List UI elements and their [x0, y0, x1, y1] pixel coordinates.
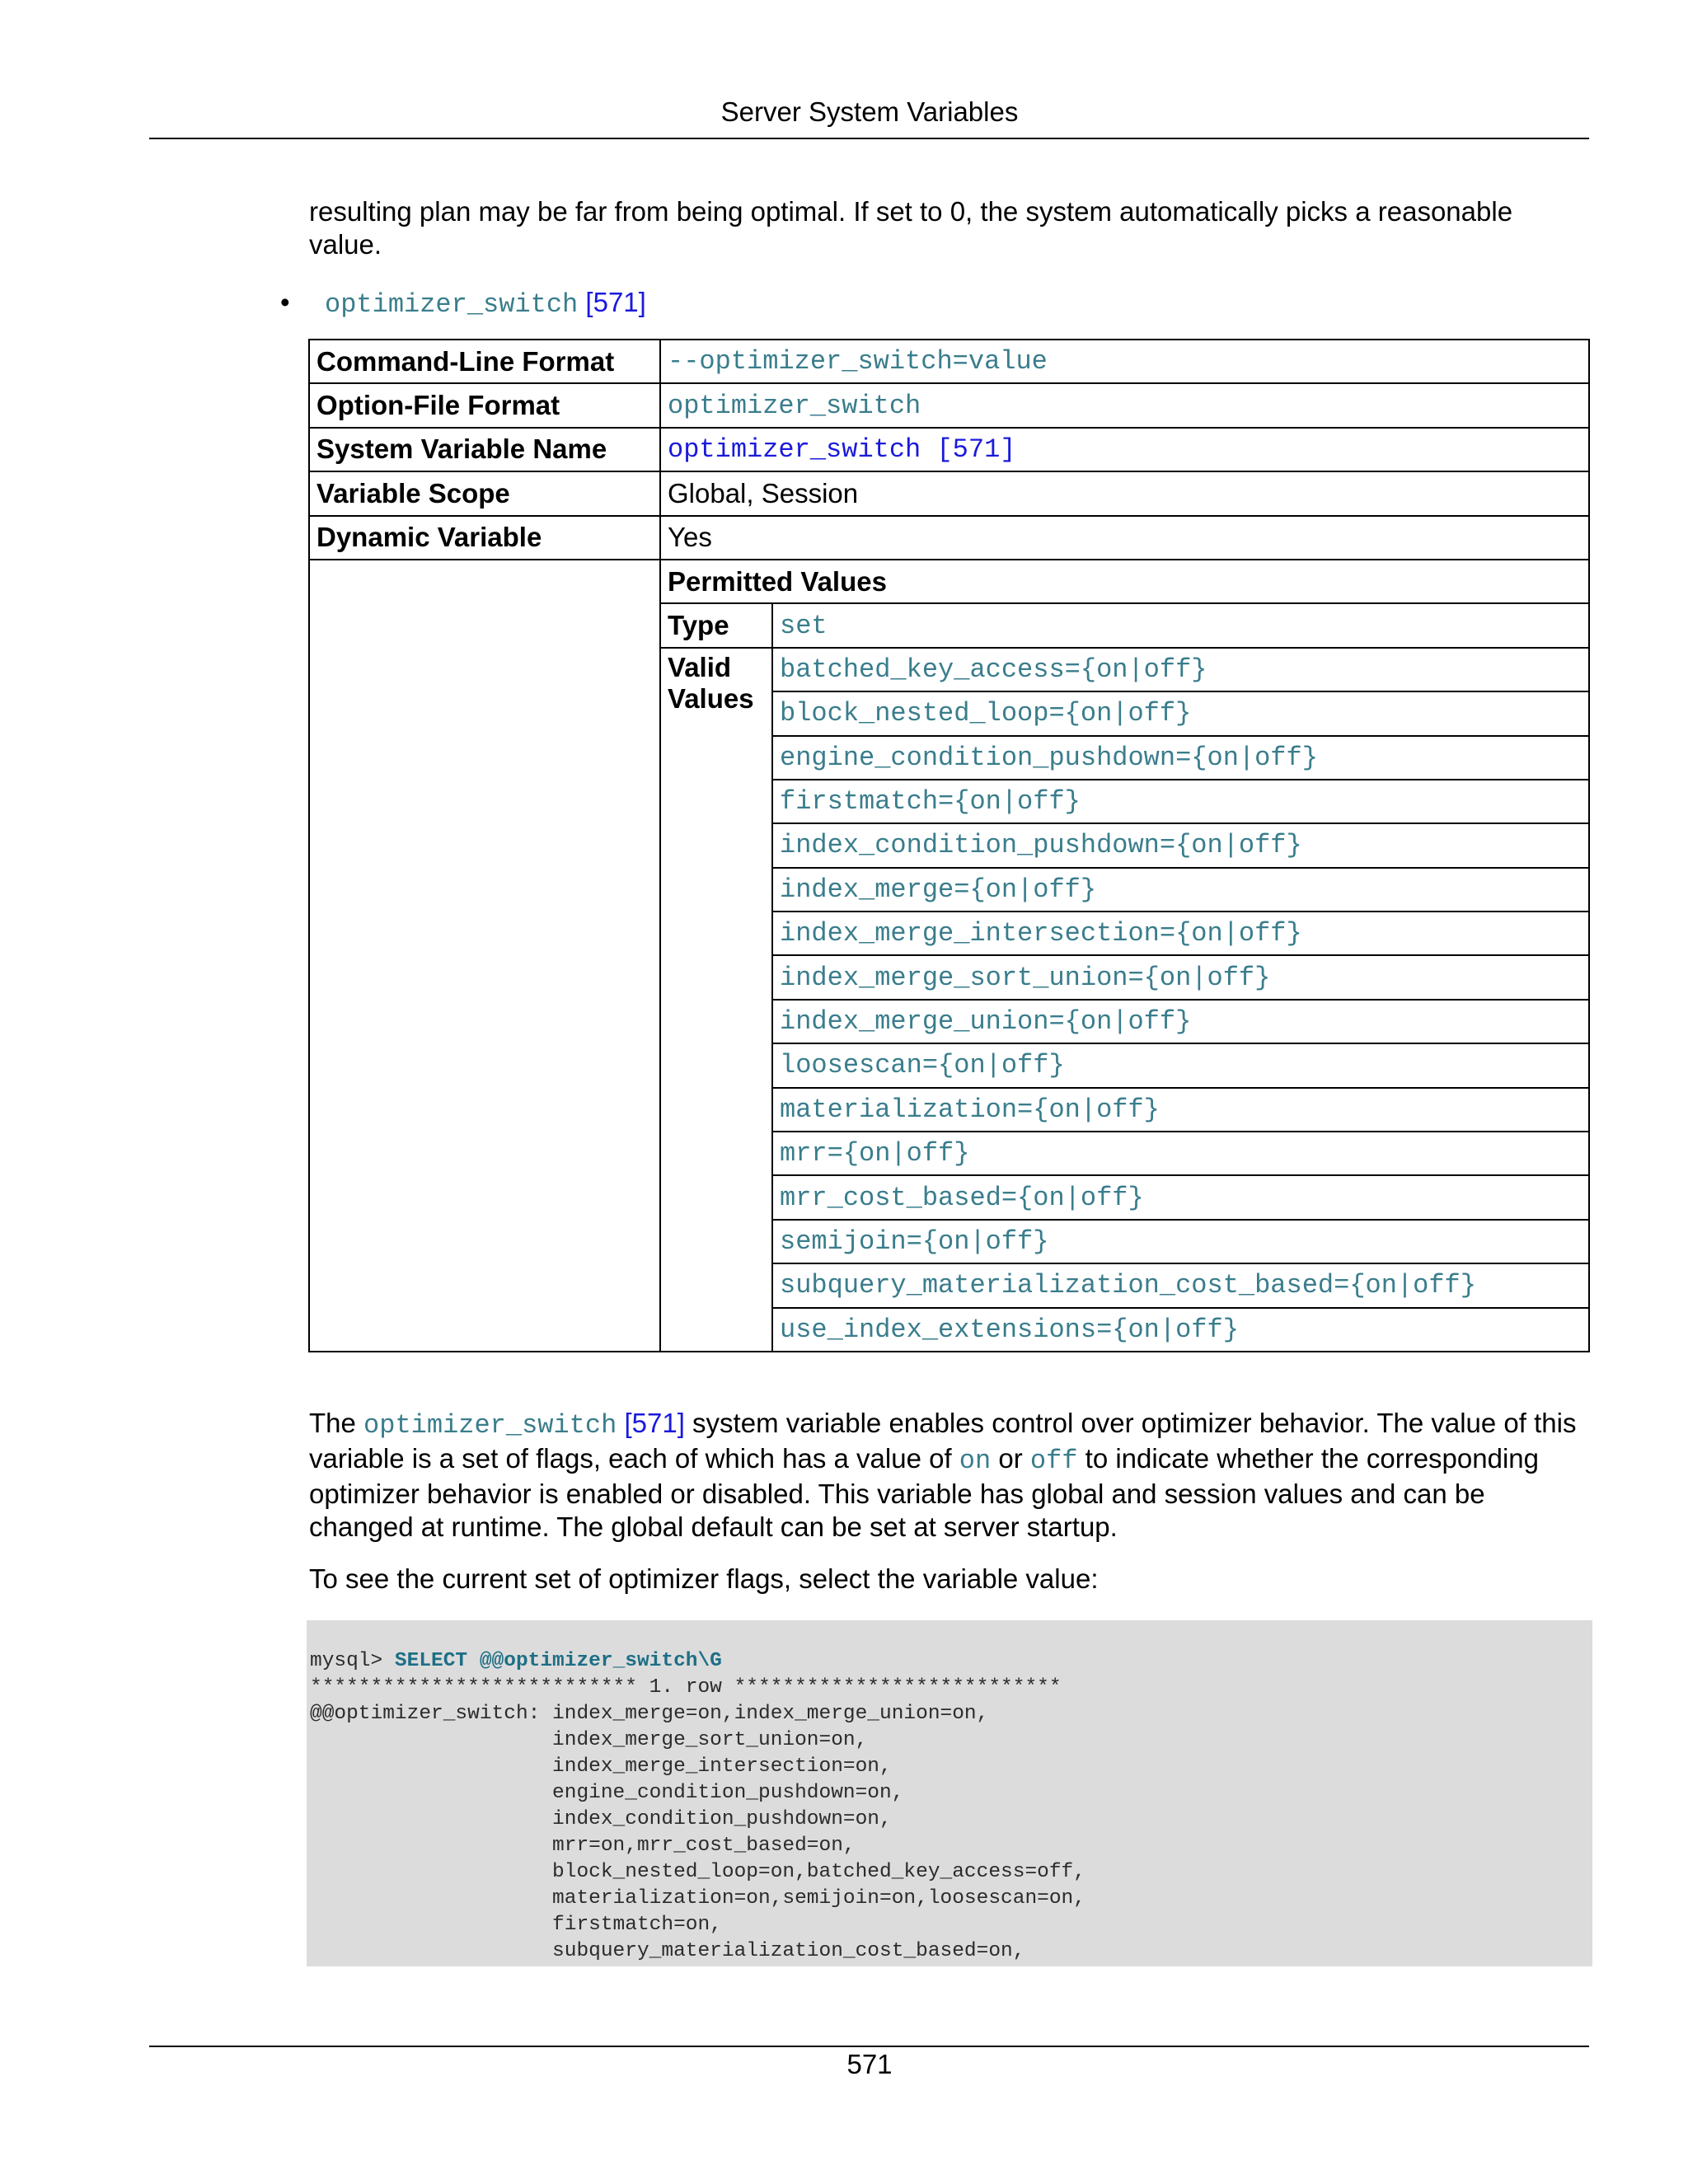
page-reference-link[interactable]: [571] — [936, 434, 1016, 465]
code-line: mrr=on,mrr_cost_based=on, — [310, 1835, 856, 1857]
empty-key-cell — [309, 560, 660, 1352]
valid-value: firstmatch={on|off} — [772, 780, 1589, 823]
variable-name-link[interactable]: optimizer_switch — [363, 1410, 617, 1441]
row-key: Variable Scope — [309, 471, 660, 515]
row-key: System Variable Name — [309, 428, 660, 471]
bullet-icon: • — [280, 287, 290, 317]
valid-value: use_index_extensions={on|off} — [772, 1308, 1589, 1352]
code-line: index_merge_intersection=on, — [310, 1755, 892, 1778]
row-key: Option-File Format — [309, 383, 660, 427]
code-off: off — [1029, 1446, 1078, 1476]
valid-value: semijoin={on|off} — [772, 1220, 1589, 1263]
table-row — [309, 428, 1589, 471]
page-reference-link[interactable]: [571] — [624, 1408, 685, 1438]
page-header-title: Server System Variables — [720, 96, 1019, 127]
code-line: *************************** 1. row *************************** — [310, 1676, 1062, 1699]
code-line: subquery_materialization_cost_based=on, — [310, 1940, 1025, 1962]
table-row — [309, 383, 1589, 427]
valid-value: loosescan={on|off} — [772, 1043, 1589, 1087]
code-line: index_merge_sort_union=on, — [310, 1729, 868, 1751]
code-line: materialization=on,semijoin=on,loosescan=on, — [310, 1887, 1085, 1910]
para-text: system variable enables control over optimizer behavior. The value of this variable is a set of flags, each of which has a value of — [309, 1408, 1577, 1474]
para-text: or — [991, 1443, 1030, 1474]
valid-value: block_nested_loop={on|off} — [772, 691, 1589, 735]
para-text: The — [309, 1408, 364, 1438]
code-listing — [310, 1648, 1085, 1965]
type-value: set — [772, 603, 1589, 647]
code-line: firstmatch=on, — [310, 1914, 722, 1936]
code-line: engine_condition_pushdown=on, — [310, 1782, 904, 1804]
description-paragraph — [309, 1407, 1578, 1544]
header-divider — [149, 138, 1589, 139]
page-number: 571 — [846, 2049, 893, 2079]
code-line: @@optimizer_switch: index_merge=on,index_merge_union=on, — [310, 1703, 989, 1725]
footer-divider — [149, 2046, 1589, 2047]
code-prompt: mysql> — [310, 1650, 395, 1672]
valid-value: materialization={on|off} — [772, 1088, 1589, 1132]
code-line: block_nested_loop=on,batched_key_access=off, — [310, 1861, 1085, 1883]
row-key: Dynamic Variable — [309, 516, 660, 560]
table-row — [309, 340, 1589, 383]
table-row — [309, 560, 1589, 603]
valid-value: mrr={on|off} — [772, 1132, 1589, 1175]
code-on: on — [959, 1446, 992, 1476]
page-reference-link[interactable]: [571] — [585, 287, 646, 317]
para-text: to indicate whether the corresponding optimizer behavior is enabled or disabled. This variable has global and session values and can be changed at runtime. The global default can be set at server startup. — [309, 1443, 1540, 1542]
variable-properties-table — [308, 339, 1590, 1352]
valid-value: mrr_cost_based={on|off} — [772, 1175, 1589, 1219]
code-line: index_condition_pushdown=on, — [310, 1808, 892, 1830]
bullet-item-optimizer-switch — [280, 286, 646, 321]
variable-name-link[interactable]: optimizer_switch — [325, 289, 579, 320]
instruction-paragraph: To see the current set of optimizer flags, select the variable value: — [309, 1563, 1099, 1594]
row-value: Global, Session — [660, 471, 1589, 515]
code-example-block — [307, 1620, 1592, 1966]
valid-value: index_merge_sort_union={on|off} — [772, 955, 1589, 999]
row-value: Yes — [660, 516, 1589, 560]
valid-values-label: Valid Values — [660, 648, 772, 1352]
valid-value: batched_key_access={on|off} — [772, 648, 1589, 691]
permitted-values-header: Permitted Values — [660, 560, 1589, 603]
valid-value: subquery_materialization_cost_based={on|off} — [772, 1263, 1589, 1307]
valid-value: index_merge={on|off} — [772, 868, 1589, 912]
valid-value: index_merge_union={on|off} — [772, 1000, 1589, 1043]
row-value — [660, 428, 1589, 471]
type-label: Type — [660, 603, 772, 647]
table-row — [309, 471, 1589, 515]
valid-value: index_condition_pushdown={on|off} — [772, 823, 1589, 867]
row-value: --optimizer_switch=value — [660, 340, 1589, 383]
intro-paragraph: resulting plan may be far from being optimal. If set to 0, the system automatically picks a reasonable value. — [309, 196, 1513, 260]
system-variable-link[interactable]: optimizer_switch — [668, 434, 921, 465]
table-row — [309, 516, 1589, 560]
valid-value: engine_condition_pushdown={on|off} — [772, 736, 1589, 780]
code-command: SELECT @@optimizer_switch\G — [394, 1650, 722, 1672]
valid-value: index_merge_intersection={on|off} — [772, 912, 1589, 955]
row-value: optimizer_switch — [660, 383, 1589, 427]
row-key: Command-Line Format — [309, 340, 660, 383]
